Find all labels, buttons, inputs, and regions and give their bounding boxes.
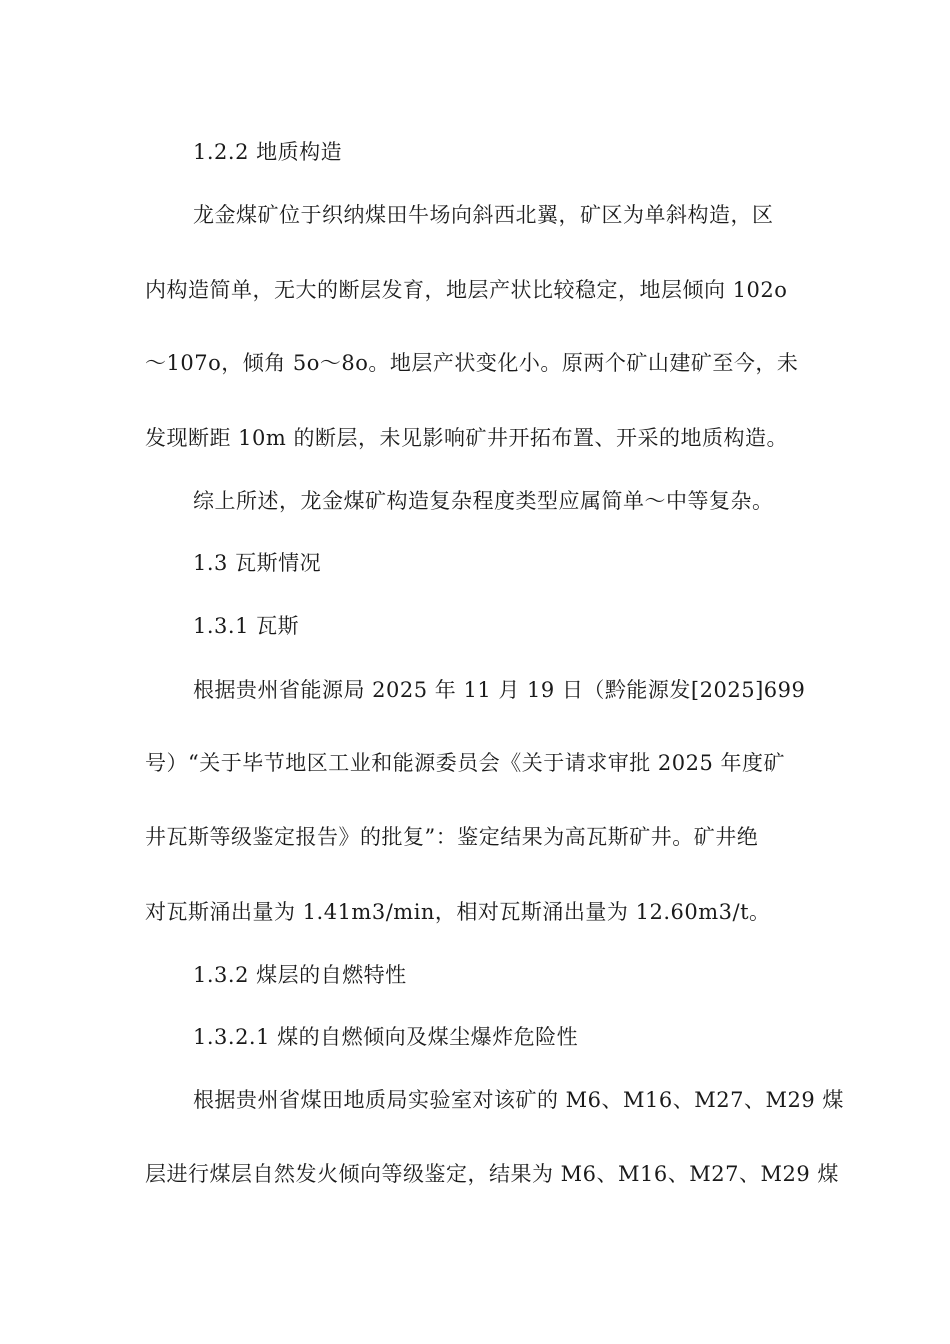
paragraph-line: 内构造简单，无大的断层发育，地层产状比较稳定，地层倾向 102o (145, 278, 788, 302)
paragraph-line: 根据贵州省能源局 2025 年 11 月 19 日（黔能源发[2025]699 (193, 678, 806, 702)
paragraph-line: ～107o，倾角 5o～8o。地层产状变化小。原两个矿山建矿至今，未 (145, 351, 799, 375)
paragraph-line: 龙金煤矿位于织纳煤田牛场向斜西北翼，矿区为单斜构造，区 (193, 203, 774, 227)
heading-1-3-2: 1.3.2 煤层的自燃特性 (193, 963, 407, 987)
heading-1-3: 1.3 瓦斯情况 (193, 551, 322, 575)
paragraph-line: 号）“关于毕节地区工业和能源委员会《关于请求审批 2025 年度矿 (145, 751, 786, 775)
heading-1-3-2-1: 1.3.2.1 煤的自燃倾向及煤尘爆炸危险性 (193, 1025, 579, 1049)
summary-paragraph: 综上所述，龙金煤矿构造复杂程度类型应属简单～中等复杂。 (193, 489, 774, 513)
paragraph-line: 发现断距 10m 的断层，未见影响矿井开拓布置、开采的地质构造。 (145, 426, 788, 450)
paragraph-line: 井瓦斯等级鉴定报告》的批复”：鉴定结果为高瓦斯矿井。矿井绝 (145, 825, 759, 849)
heading-1-3-1: 1.3.1 瓦斯 (193, 614, 300, 638)
paragraph-line: 根据贵州省煤田地质局实验室对该矿的 M6、M16、M27、M29 煤 (193, 1088, 844, 1112)
paragraph-line: 对瓦斯涌出量为 1.41m3/min，相对瓦斯涌出量为 12.60m3/t。 (145, 900, 771, 924)
heading-1-2-2: 1.2.2 地质构造 (193, 140, 343, 164)
paragraph-line: 层进行煤层自然发火倾向等级鉴定，结果为 M6、M16、M27、M29 煤 (145, 1162, 839, 1186)
